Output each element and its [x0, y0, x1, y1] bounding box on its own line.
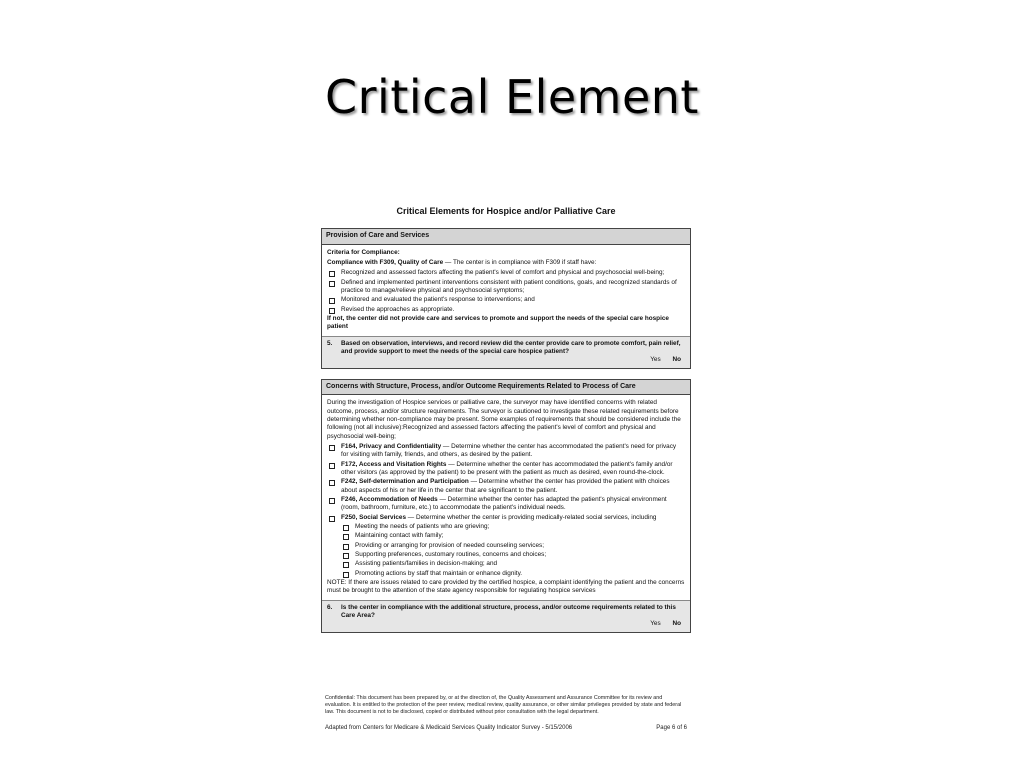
checkbox-icon	[343, 544, 349, 550]
social-service-text: Providing or arranging for provision of needed counseling services;	[355, 541, 544, 549]
yes-label: Yes	[650, 356, 661, 364]
checkbox-icon	[343, 562, 349, 568]
requirement-item	[327, 496, 685, 513]
noncompliance-statement: If not, the center did not provide care and services to promote and support the needs of the special care hospice patient	[327, 315, 669, 331]
question-text: Based on observation, interviews, and record review did the center provide care to promote comfort, pain relief, and provide support to meet the needs of the special care hospice patient?	[341, 339, 681, 356]
no-label: No	[672, 356, 681, 364]
checkbox-icon	[329, 480, 335, 486]
requirement-item	[327, 478, 685, 495]
requirement-item	[327, 461, 685, 478]
confidential-notice: Confidential: This document has been prepared by, or at the direction of, the Quality Assessment and Assurance Committee for its review and evaluation. It is entitled to the protection of the peer review, medical review, quality assurance, or other similar privileges provided by state and federal law. This document is not to be disclosed, copied or distributed without prior consultation with the legal department.	[325, 695, 682, 716]
social-service-item	[327, 542, 685, 550]
social-service-text: Meeting the needs of patients who are grieving;	[355, 523, 490, 531]
slide-title: Critical Element	[325, 70, 699, 124]
requirement-item	[327, 443, 685, 460]
criteria-item	[327, 296, 685, 304]
compliance-text: — The center is in compliance with F309 if staff have:	[443, 259, 597, 267]
checkbox-icon	[329, 445, 335, 451]
criteria-item	[327, 269, 685, 277]
question-5	[322, 336, 690, 368]
section-header: Concerns with Structure, Process, and/or Outcome Requirements Related to Process of Care	[322, 380, 690, 396]
criteria-item	[327, 306, 685, 314]
requirement-label: F172, Access and Visitation Rights	[341, 460, 447, 468]
social-service-text: Supporting preferences, customary routines, concerns and choices;	[355, 551, 547, 559]
source-citation: Adapted from Centers for Medicare & Medicaid Services Quality Indicator Survey - 5/15/2006	[325, 725, 573, 732]
criteria-item-text: Recognized and assessed factors affecting the patient's level of comfort and physical and psychosocial well-being;	[341, 269, 665, 277]
question-number: 6.	[327, 603, 333, 611]
section-intro: During the investigation of Hospice services or palliative care, the surveyor may have identified concerns with related outcome, process, and/or structure requirements. The surveyor is cautioned to investigate these related requirements before determining whether non-compliance may be present. Some examples of requirements that should be considered include the following (not all inclusive):Recognized and assessed factors affecting the patient's level of comfort and physical and psychosocial well-being;	[327, 399, 681, 440]
criteria-heading: Criteria for Compliance:	[327, 248, 400, 256]
requirement-label: F250, Social Services	[341, 513, 407, 521]
social-service-item	[327, 532, 685, 540]
checkbox-icon	[343, 572, 349, 578]
page-number: Page 6 of 6	[656, 725, 687, 732]
checkbox-icon	[329, 498, 335, 504]
checkbox-icon	[343, 525, 349, 531]
compliance-statement	[327, 259, 685, 267]
yes-no-options	[327, 356, 685, 364]
checkbox-icon	[329, 271, 335, 277]
requirement-text: — Determine whether the center has accommodated the patient's need for privacy for visiting with family, friends, and others, as desired by the patient.	[341, 443, 677, 459]
question-text: Is the center in compliance with the additional structure, process, and/or outcome requirements related to this Care Area?	[341, 603, 676, 619]
checkbox-icon	[329, 298, 335, 304]
social-service-item	[327, 560, 685, 568]
social-service-text: Assisting patients/families in decision-making; and	[355, 560, 498, 568]
section-concerns	[321, 379, 691, 633]
requirement-label: F242, Self-determination and Participation	[341, 478, 469, 486]
requirement-text: — Determine whether the center has accommodated the patient's family and/or other visitors (as approved by the patient) to be present with the patient as much as desired, even round-the-clock.	[341, 460, 673, 477]
yes-no-options	[327, 620, 685, 628]
checkbox-icon	[329, 281, 335, 287]
requirement-text: — Determine whether the center is providing medically-related social services, including	[406, 513, 657, 521]
checkbox-icon	[329, 308, 335, 314]
note-text: NOTE: If there are issues related to care provided by the certified hospice, a complaint identifying the patient and the concerns must be brought to the attention of the state agency responsible for regulating hospice services	[327, 579, 685, 595]
document-footer	[325, 695, 687, 733]
social-service-text: Promoting actions by staff that maintain or enhance dignity.	[355, 569, 523, 577]
social-service-item	[327, 551, 685, 559]
social-service-item	[327, 523, 685, 531]
question-6	[322, 600, 690, 632]
compliance-label: Compliance with F309, Quality of Care	[327, 259, 444, 267]
requirement-text: — Determine whether the center has adapted the patient's physical environment (room, bathroom, furniture, etc.) to accommodate the patient's individual needs.	[341, 496, 667, 512]
no-label: No	[672, 620, 681, 628]
checkbox-icon	[343, 534, 349, 540]
document-page	[321, 200, 691, 643]
requirement-item	[327, 514, 685, 522]
yes-label: Yes	[650, 620, 661, 628]
requirement-label: F246, Accommodation of Needs	[341, 496, 438, 504]
checkbox-icon	[329, 463, 335, 469]
requirement-text: — Determine whether the center has provided the patient with choices about aspects of his or her life in the center that are significant to the patient.	[341, 478, 670, 494]
requirement-label: F164, Privacy and Confidentiality	[341, 443, 442, 451]
document-title: Critical Elements for Hospice and/or Palliative Care	[396, 206, 616, 216]
section-body	[322, 395, 690, 599]
criteria-item-text: Revised the approaches as appropriate.	[341, 305, 455, 313]
criteria-item-text: Defined and implemented pertinent interventions consistent with patient conditions, goals, and recognized standards of practice to manage/relieve physical and psychosocial symptoms;	[341, 278, 677, 295]
section-provision-of-care	[321, 228, 691, 369]
social-service-text: Maintaining contact with family;	[355, 532, 444, 540]
criteria-item	[327, 279, 685, 296]
checkbox-icon	[329, 516, 335, 522]
section-header: Provision of Care and Services	[322, 229, 690, 245]
question-number: 5.	[327, 339, 333, 347]
checkbox-icon	[343, 553, 349, 559]
criteria-item-text: Monitored and evaluated the patient's response to interventions; and	[341, 296, 535, 304]
social-service-item	[327, 570, 685, 578]
section-body	[322, 245, 690, 336]
